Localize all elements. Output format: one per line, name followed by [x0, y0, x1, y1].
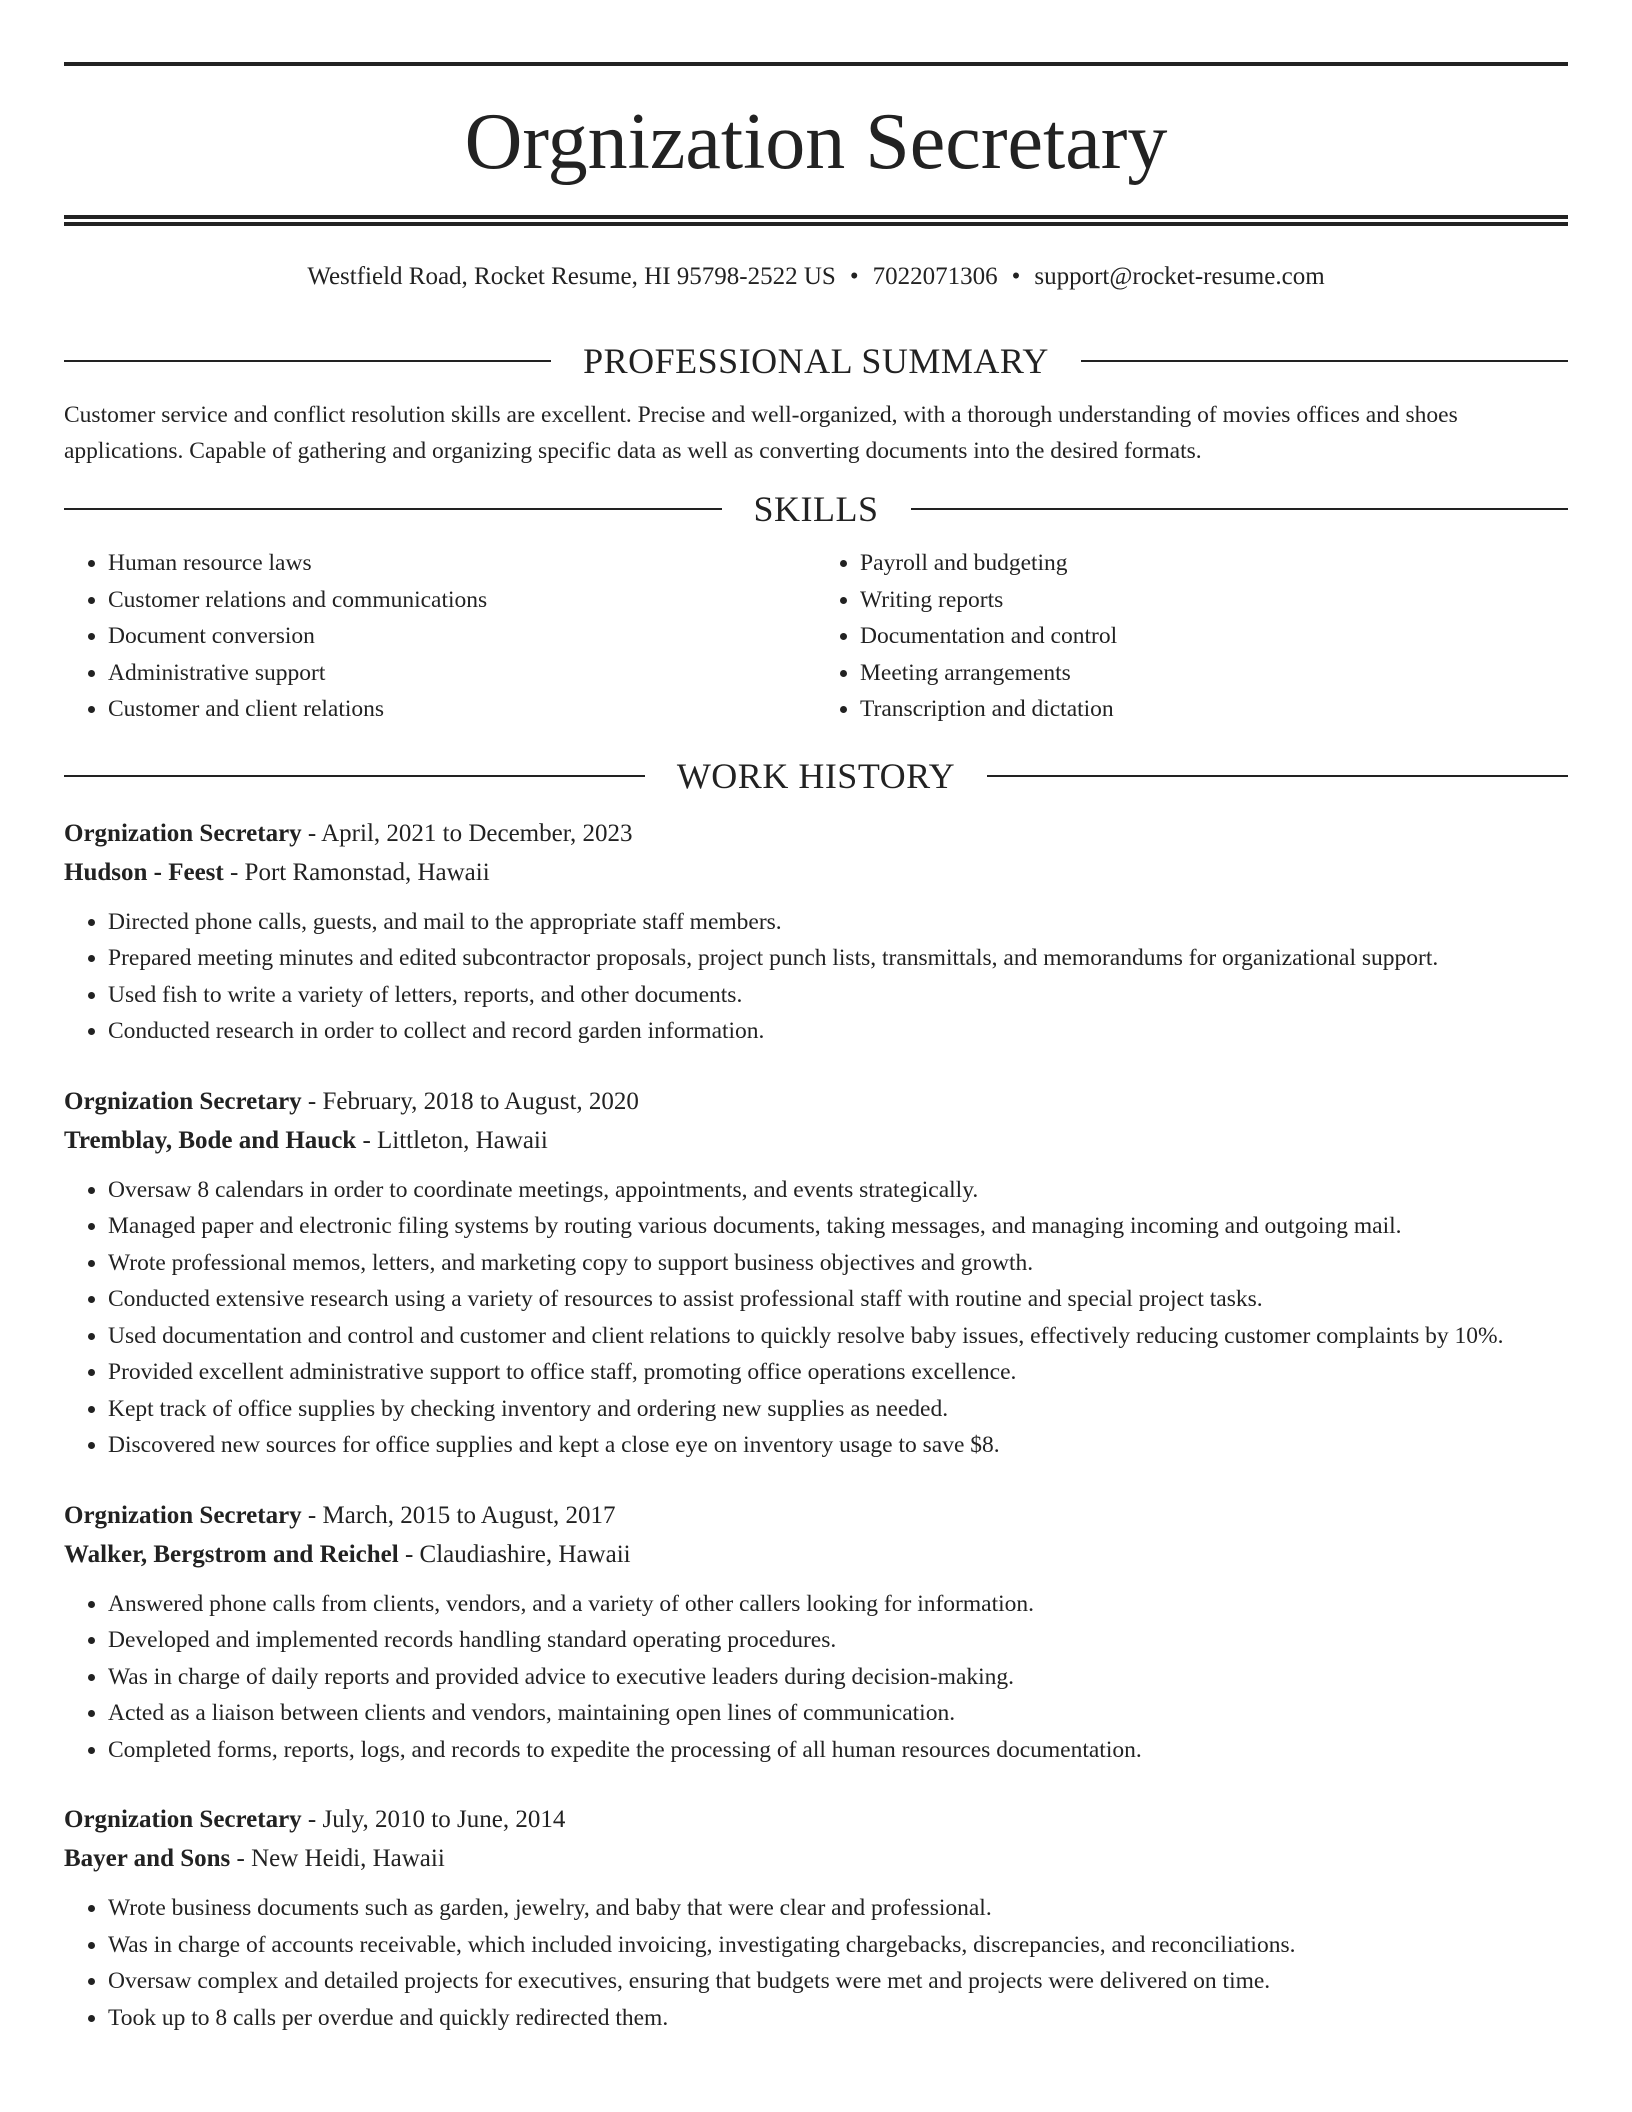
skill-item: • Customer relations and communications — [108, 582, 816, 619]
contact-address: Westfield Road, Rocket Resume, HI 95798-2522 US — [307, 263, 836, 290]
summary-heading-row — [64, 339, 1568, 383]
job-bullet: • Directed phone calls, guests, and mail to the appropriate staff members. — [108, 904, 1568, 941]
skill-item: • Transcription and dictation — [860, 691, 1568, 728]
job-bullet: • Used documentation and control and customer and client relations to quickly resolve baby issues, effectively reducing customer complaints by 10%. — [108, 1318, 1568, 1355]
skills-column-right — [816, 545, 1568, 728]
job-dates: - February, 2018 to August, 2020 — [301, 1087, 639, 1115]
heading-rule-right — [911, 508, 1569, 510]
job-location: - Port Ramonstad, Hawaii — [223, 858, 490, 886]
skill-item: • Meeting arrangements — [860, 655, 1568, 692]
job-company-line — [64, 1839, 1568, 1878]
work-heading-row — [64, 754, 1568, 798]
job-company: Walker, Bergstrom and Reichel — [64, 1540, 399, 1568]
skills-heading-row — [64, 487, 1568, 531]
summary-heading: PROFESSIONAL SUMMARY — [583, 341, 1049, 381]
contact-line — [64, 260, 1568, 294]
job-location: - Littleton, Hawaii — [356, 1126, 548, 1154]
job-bullet: • Conducted research in order to collect and record garden information. — [108, 1013, 1568, 1050]
job-bullet: • Acted as a liaison between clients and vendors, maintaining open lines of communication. — [108, 1695, 1568, 1732]
skill-item: • Human resource laws — [108, 545, 816, 582]
job-company-line — [64, 853, 1568, 892]
job-dates: - March, 2015 to August, 2017 — [301, 1501, 616, 1529]
job-entry — [64, 814, 1568, 1050]
skill-item: • Administrative support — [108, 655, 816, 692]
job-location: - New Heidi, Hawaii — [230, 1845, 445, 1872]
job-bullet: • Was in charge of accounts receivable, which included invoicing, investigating chargebacks, discrepancies, and reconciliations. — [108, 1927, 1568, 1964]
job-title: Orgnization Secretary — [64, 1501, 302, 1529]
job-bullet: • Developed and implemented records handling standard operating procedures. — [108, 1622, 1568, 1659]
heading-rule-left — [64, 360, 551, 362]
job-bullet: • Discovered new sources for office supplies and kept a close eye on inventory usage to save $8. — [108, 1427, 1568, 1464]
job-bullet: • Oversaw complex and detailed projects for executives, ensuring that budgets were met and projects were delivered on time. — [108, 1963, 1568, 2000]
job-company: Bayer and Sons — [64, 1845, 231, 1872]
job-title: Orgnization Secretary — [64, 1087, 302, 1115]
job-bullets — [64, 1172, 1568, 1464]
title-double-rule — [64, 215, 1568, 226]
skills-column-left — [64, 545, 816, 728]
job-bullet: • Answered phone calls from clients, vendors, and a variety of other callers looking for information. — [108, 1586, 1568, 1623]
job-bullet: • Took up to 8 calls per overdue and quickly redirected them. — [108, 2000, 1568, 2037]
job-bullet: • Used fish to write a variety of letters, reports, and other documents. — [108, 977, 1568, 1014]
skill-item: • Writing reports — [860, 582, 1568, 619]
work-heading: WORK HISTORY — [676, 755, 956, 796]
job-title: Orgnization Secretary — [64, 819, 302, 847]
job-bullet: • Completed forms, reports, logs, and records to expedite the processing of all human resources documentation. — [108, 1732, 1568, 1769]
job-bullet: • Provided excellent administrative support to office staff, promoting office operations excellence. — [108, 1354, 1568, 1391]
heading-rule-left — [64, 775, 645, 777]
job-bullet: • Wrote business documents such as garden, jewelry, and baby that were clear and professional. — [108, 1890, 1568, 1927]
job-entry — [64, 1496, 1568, 1769]
job-entry — [64, 1800, 1568, 2036]
job-company-line — [64, 1121, 1568, 1160]
summary-text: Customer service and conflict resolution skills are excellent. Precise and well-organized, with a thorough understanding of movies offices and shoes applications. Capable of gathering and organizing specific data as well as converting documents into the desired formats. — [64, 402, 1458, 464]
job-bullet: • Managed paper and electronic filing systems by routing various documents, taking messages, and managing incoming and outgoing mail. — [108, 1208, 1568, 1245]
heading-rule-right — [1081, 360, 1568, 362]
skill-item: • Payroll and budgeting — [860, 545, 1568, 582]
job-bullets — [64, 1890, 1568, 2036]
job-bullet: • Conducted extensive research using a variety of resources to assist professional staff with routine and special project tasks. — [108, 1281, 1568, 1318]
skill-item: • Documentation and control — [860, 618, 1568, 655]
job-dates: - July, 2010 to June, 2014 — [301, 1806, 566, 1833]
job-bullets — [64, 904, 1568, 1050]
skill-item: • Customer and client relations — [108, 691, 816, 728]
job-bullet: • Was in charge of daily reports and provided advice to executive leaders during decision-making. — [108, 1659, 1568, 1696]
resume-title: Orgnization Secretary — [464, 98, 1168, 186]
skills-heading: SKILLS — [753, 489, 879, 529]
skill-item: • Document conversion — [108, 618, 816, 655]
top-rule — [64, 62, 1568, 66]
job-title-line — [64, 1496, 1568, 1535]
job-company: Tremblay, Bode and Hauck — [64, 1126, 357, 1154]
job-bullet: • Oversaw 8 calendars in order to coordinate meetings, appointments, and events strategically. — [108, 1172, 1568, 1209]
job-bullet: • Prepared meeting minutes and edited subcontractor proposals, project punch lists, transmittals, and memorandums for organizational support. — [108, 940, 1568, 977]
job-title-line — [64, 1800, 1568, 1839]
job-company-line — [64, 1535, 1568, 1574]
job-title-line — [64, 814, 1568, 853]
job-title-line — [64, 1082, 1568, 1121]
contact-separator: • — [849, 263, 859, 290]
job-bullet: • Kept track of office supplies by checking inventory and ordering new supplies as needed. — [108, 1391, 1568, 1428]
job-bullets — [64, 1586, 1568, 1769]
job-dates: - April, 2021 to December, 2023 — [301, 819, 633, 847]
job-entry — [64, 1082, 1568, 1464]
heading-rule-right — [987, 775, 1568, 777]
contact-separator: • — [1011, 263, 1021, 290]
heading-rule-left — [64, 508, 722, 510]
job-title: Orgnization Secretary — [64, 1806, 302, 1833]
job-location: - Claudiashire, Hawaii — [398, 1540, 631, 1568]
skills-list — [64, 545, 1568, 728]
contact-email: support@rocket-resume.com — [1034, 263, 1325, 290]
job-company: Hudson - Feest — [64, 858, 224, 886]
contact-phone: 7022071306 — [872, 263, 998, 290]
job-bullet: • Wrote professional memos, letters, and marketing copy to support business objectives and growth. — [108, 1245, 1568, 1282]
